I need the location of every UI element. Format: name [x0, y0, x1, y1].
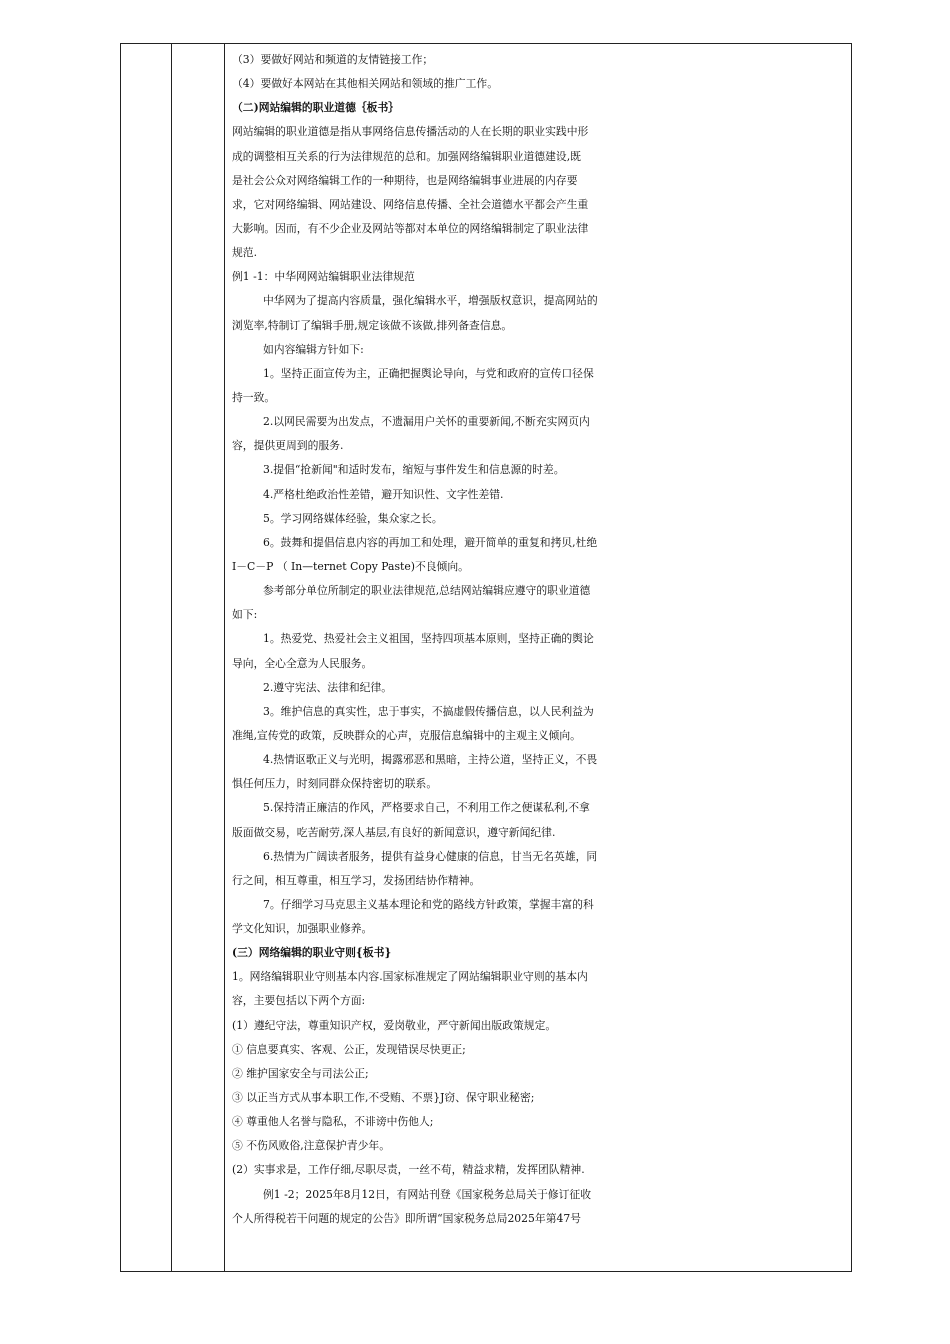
text-line: 如下:	[232, 608, 258, 622]
text-line: I－C－P （ In—ternet Copy Paste)不良倾向。	[232, 559, 469, 573]
text-line: 行之间，相互尊重，相互学习，发扬团结协作精神。	[232, 873, 481, 887]
text-line: 如内容编辑方针如下:	[263, 342, 364, 356]
text-line: ① 信息要真实、客观、公正，发现错误尽快更正;	[232, 1042, 466, 1056]
text-line: 准绳,宣传党的政策，反映群众的心声，克服信息编辑中的主观主义倾向。	[232, 728, 581, 742]
lesson-content-cell	[232, 48, 844, 1231]
text-line: ③ 以正当方式从事本职工作,不受贿、不票}J窃、保守职业秘密;	[232, 1091, 535, 1105]
text-line: 网站编辑的职业道德是指从事网络信息传播活动的人在长期的职业实践中形	[232, 125, 589, 139]
text-line: 例1 -2；2025年8月12日，有网站刊登《国家税务总局关于修订征收	[263, 1187, 592, 1201]
text-line: (1）遵纪守法，尊重知识产权，爱岗敬业，严守新闻出版政策规定。	[232, 1018, 557, 1032]
text-line: 是社会公众对网络编辑工作的一种期待，也是网络编辑事业进展的内存要	[232, 173, 578, 187]
text-line: 学文化知识，加强职业修养。	[232, 922, 373, 936]
text-line: 个人所得税若干问题的规定的公告》即所谓“国家税务总局2025年第47号	[232, 1211, 582, 1225]
text-line: 持一致。	[232, 390, 276, 404]
text-line: 3。维护信息的真实性，忠于事实，不搞虚假传播信息，以人民利益为	[263, 704, 594, 718]
text-line: 求，它对网络编辑、网站建设、网络信息传播、全社会道德水平都会产生重	[232, 197, 589, 211]
text-line: 6。鼓舞和提倡信息内容的再加工和处理，避开简单的重复和拷贝,杜绝	[263, 535, 598, 549]
text-line: 1。网络编辑职业守则基本内容.国家标准规定了网站编辑职业守则的基本内	[232, 970, 588, 984]
text-line: 容，主要包括以下两个方面:	[232, 994, 366, 1008]
text-line: 5。学习网络媒体经验，集众家之长。	[263, 511, 443, 525]
text-line: 大影响。因而，有不少企业及网站等都对本单位的网络编辑制定了职业法律	[232, 221, 589, 235]
text-line: 惧任何压力，时刻同群众保持密切的联系。	[232, 777, 438, 791]
text-line: 中华网为了提高内容质量，强化编辑水平，增强版权意识，提高网站的	[263, 294, 598, 308]
text-line: 4.严格杜绝政治性差错，避开知识性、文字性差错.	[263, 487, 504, 501]
text-line: 2.遵守宪法、法律和纪律。	[263, 680, 393, 694]
text-line: ② 维护国家安全与司法公正;	[232, 1066, 369, 1080]
text-line: ⑤ 不伤风败俗,注意保护青少年。	[232, 1139, 391, 1153]
text-line: 浏览率,特制订了编辑手册,规定该做不该做,排列备查信息。	[232, 318, 513, 332]
section-heading: （二)网站编辑的职业道德｛板书｝	[232, 101, 400, 115]
table-column-divider-1	[171, 43, 172, 1272]
text-line: （3）要做好网站和频道的友情链接工作；	[232, 53, 434, 66]
text-line: （4）要做好本网站在其他相关网站和领域的推广工作。	[232, 77, 498, 91]
text-line: 例1 -1：中华网网站编辑职业法律规范	[232, 270, 415, 284]
text-line: 导向，全心全意为人民服务。	[232, 656, 373, 670]
text-line: 参考部分单位所制定的职业法律规范,总结网站编辑应遵守的职业道德	[263, 584, 591, 598]
text-line: (2）实事求是，工作仔细,尽职尽责，一丝不苟，精益求精，发挥团队精神.	[232, 1163, 585, 1177]
text-line: 4.热情讴歌正义与光明，揭露邪恶和黑暗，主持公道，坚持正义，不畏	[263, 753, 598, 767]
text-line: ④ 尊重他人名誉与隐私，不诽谤中伤他人;	[232, 1115, 434, 1129]
text-line: 1。坚持正面宣传为主，正确把握舆论导向，与党和政府的宣传口径保	[263, 366, 594, 380]
text-line: 规范.	[232, 246, 258, 260]
text-line: 版面做交易，吃苦耐劳,深人基层,有良好的新闻意识，遵守新闻纪律.	[232, 825, 556, 839]
text-line: 成的调整相互关系的行为法律规范的总和。加强网络编辑职业道德建设,既	[232, 149, 581, 163]
text-line: 5.保持清正廉洁的作风，严格要求自己，不利用工作之便谋私利,不拿	[263, 801, 590, 815]
text-line: 容，提供更周到的服务.	[232, 439, 344, 453]
text-line: 6.热情为广阔读者服务，提供有益身心健康的信息，甘当无名英雄，同	[263, 849, 598, 863]
table-column-divider-2	[224, 43, 225, 1272]
text-line: 3.提倡“抢新闻"和适时发布，缩短与事件发生和信息源的时差。	[263, 463, 565, 477]
text-line: 2.以网民需要为出发点，不遗漏用户关怀的重要新闻,不断充实网页内	[263, 415, 590, 429]
text-line: 1。热爱党、热爱社会主义祖国，坚持四项基本原则，坚持正确的舆论	[263, 632, 594, 646]
section-heading: (三）网络编辑的职业守则{板书}	[232, 946, 392, 960]
text-line: 7。仔细学习马克思主义基本理论和党的路线方针政策，掌握丰富的科	[263, 897, 594, 911]
